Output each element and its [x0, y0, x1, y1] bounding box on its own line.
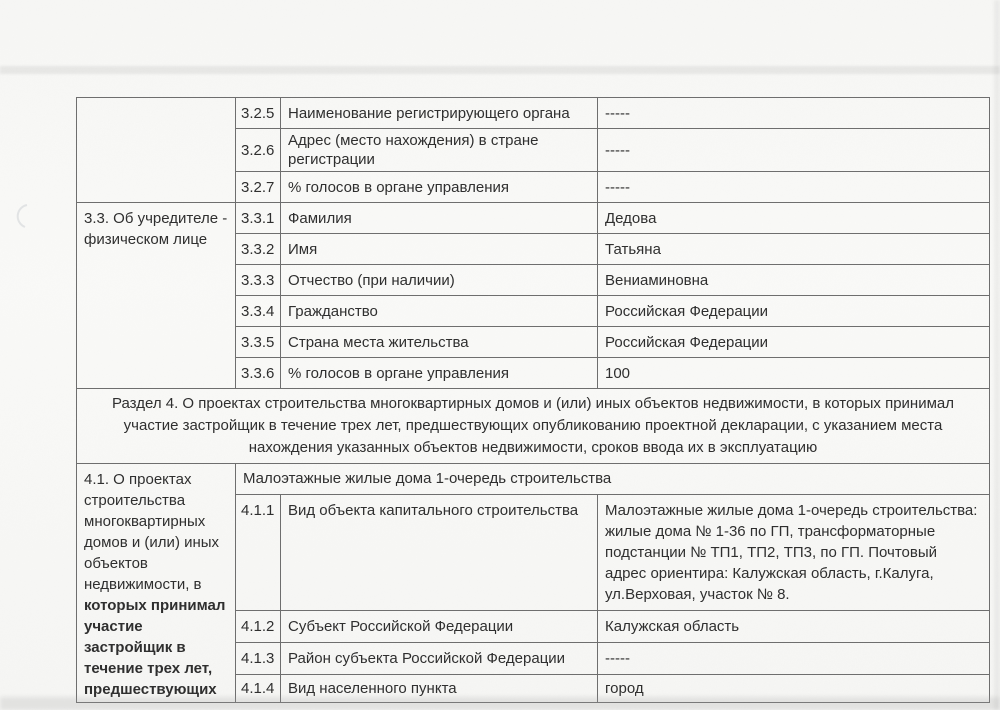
attribute-label-cell: % голосов в органе управления [281, 358, 598, 389]
value-cell: город [598, 675, 990, 703]
section-label-bold-text: которых принимал участие застройщик в течение трех лет, предшествующих [84, 597, 226, 698]
value-cell: Российская Федерации [598, 296, 990, 327]
attribute-label-cell: Район субъекта Российской Федерации [281, 643, 598, 675]
section-label-normal-text: 4.1. О проектах строительства многоквартирных домов и (или) иных объектов недвижимости, в [84, 471, 220, 593]
value-cell: ----- [598, 98, 990, 129]
attribute-label-cell: Страна места жительства [281, 327, 598, 358]
value-cell: ----- [598, 172, 990, 203]
section4-header-cell: Раздел 4. О проектах строительства многоквартирных домов и (или) иных объектов недвижимости, в которых принимал участие застройщик в течение трех лет, предшествующих опубликованию проектной декларации, с указанием места нахождения указанных объектов недвижимости, сроков ввода их в эксплуатацию [77, 389, 990, 464]
project-subheader-cell: Малоэтажные жилые дома 1-очередь строительства [236, 464, 990, 495]
section4-header-row [77, 389, 990, 464]
attribute-label-cell: Фамилия [281, 203, 598, 234]
row-number-cell: 4.1.1 [236, 494, 281, 610]
value-cell: Вениаминовна [598, 265, 990, 296]
attribute-label-cell: Наименование регистрирующего органа [281, 98, 598, 129]
value-cell: 100 [598, 358, 990, 389]
section-label-cell [77, 464, 236, 703]
scan-shadow-band [0, 697, 1000, 710]
attribute-label-cell: % голосов в органе управления [281, 172, 598, 203]
row-number-cell: 3.3.5 [236, 327, 281, 358]
attribute-label-cell: Вид объекта капитального строительства [281, 494, 598, 610]
row-number-cell: 3.3.3 [236, 265, 281, 296]
value-cell: Калужская область [598, 611, 990, 643]
value-cell: ----- [598, 643, 990, 675]
attribute-label-cell: Имя [281, 234, 598, 265]
attribute-label-cell: Гражданство [281, 296, 598, 327]
row-number-cell: 4.1.3 [236, 643, 281, 675]
row-number-cell: 4.1.4 [236, 675, 281, 703]
row-number-cell: 3.2.7 [236, 172, 281, 203]
row-number-cell: 3.2.6 [236, 129, 281, 172]
value-cell: Малоэтажные жилые дома 1-очередь строительства: жилые дома № 1-36 по ГП, трансформаторные подстанции № ТП1, ТП2, ТП3, по ГП. Почтовый адрес ориентира: Калужская область, г.Калуга, ул.Верховая, участок № 8. [598, 494, 990, 610]
row-number-cell: 4.1.2 [236, 611, 281, 643]
attribute-label-cell: Субъект Российской Федерации [281, 611, 598, 643]
declaration-table [76, 97, 990, 703]
value-cell: Татьяна [598, 234, 990, 265]
row-number-cell: 3.3.6 [236, 358, 281, 389]
row-number-cell: 3.3.1 [236, 203, 281, 234]
value-cell: ----- [598, 129, 990, 172]
scan-edge-shadow [994, 0, 1000, 710]
section-label-cell [77, 98, 236, 203]
table-row [77, 98, 990, 129]
row-number-cell: 3.2.5 [236, 98, 281, 129]
value-cell: Дедова [598, 203, 990, 234]
value-cell: Российская Федерации [598, 327, 990, 358]
attribute-label-cell: Адрес (место нахождения) в стране регистрации [281, 129, 598, 172]
table-row [77, 464, 990, 495]
scan-arc-artifact [8, 202, 32, 230]
table-row [77, 203, 990, 234]
attribute-label-cell: Отчество (при наличии) [281, 265, 598, 296]
scan-streak-artifact [0, 66, 1000, 74]
attribute-label-cell: Вид населенного пункта [281, 675, 598, 703]
section-label-cell: 3.3. Об учредителе - физическом лице [77, 203, 236, 389]
row-number-cell: 3.3.2 [236, 234, 281, 265]
row-number-cell: 3.3.4 [236, 296, 281, 327]
